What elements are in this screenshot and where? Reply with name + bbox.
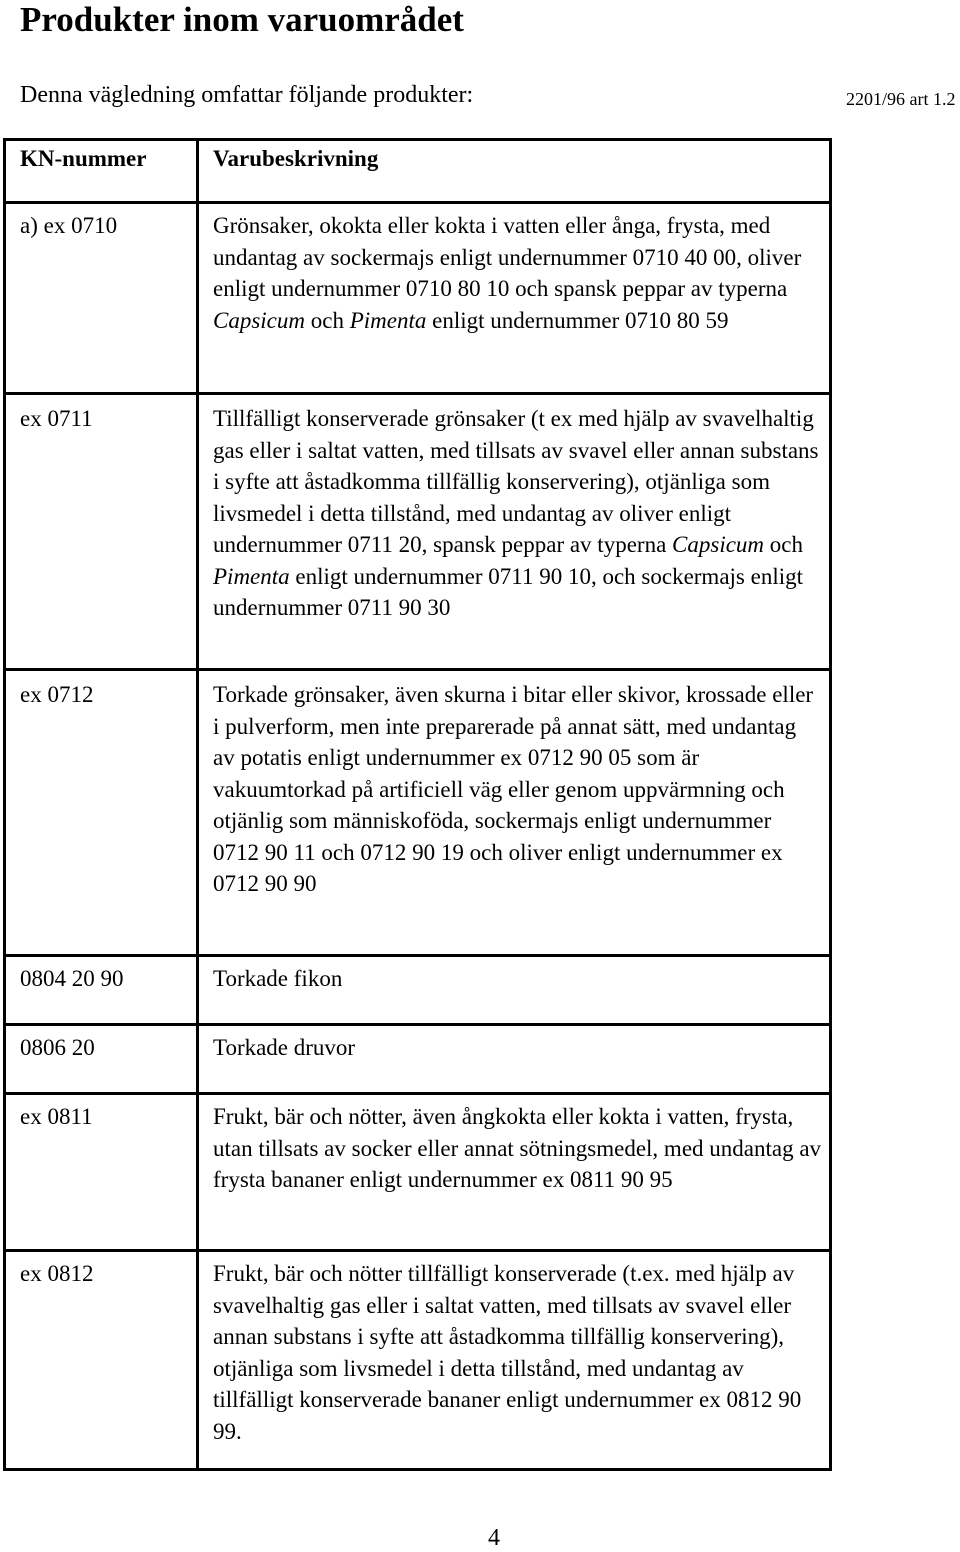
table-row — [5, 1251, 831, 1470]
product-description: Grönsaker, okokta eller kokta i vatten eller ånga, frysta, med undantag av sockermajs enligt undernummer 0710 40 00, oliver enligt undernummer 0710 80 10 och spansk peppar av typerna Capsicum och Pimenta enligt undernummer 0710 80 59 — [198, 203, 831, 394]
product-description: Torkade fikon — [198, 956, 831, 1025]
kn-code: a) ex 0710 — [5, 203, 198, 394]
kn-code: 0806 20 — [5, 1025, 198, 1094]
kn-code: ex 0812 — [5, 1251, 198, 1470]
product-table — [3, 138, 832, 1471]
product-description: Torkade druvor — [198, 1025, 831, 1094]
legal-reference: 2201/96 art 1.2 — [846, 89, 956, 109]
page-number: 4 — [488, 1525, 500, 1551]
kn-code: 0804 20 90 — [5, 956, 198, 1025]
product-description: Tillfälligt konserverade grönsaker (t ex med hjälp av svavelhaltig gas eller i saltat vatten, med tillsats av svavel eller annan substans i syfte att åstadkomma tillfällig konservering), otjänliga som livsmedel i detta tillstånd, med undantag av oliver enligt undernummer 0711 20, spansk peppar av typerna Capsicum och Pimenta enligt undernummer 0711 90 10, och sockermajs enligt undernummer 0711 90 30 — [198, 394, 831, 670]
header-description: Varubeskrivning — [198, 140, 831, 203]
product-description: Torkade grönsaker, även skurna i bitar eller skivor, krossade eller i pulverform, men inte preparerade på annat sätt, med undantag av potatis enligt undernummer ex 0712 90 05 som är vakuumtorkad på artificiell väg eller genom uppvärmning och otjänlig som människoföda, sockermajs enligt undernummer 0712 90 11 och 0712 90 19 och oliver enligt undernummer ex 0712 90 90 — [198, 670, 831, 956]
product-description: Frukt, bär och nötter, även ångkokta eller kokta i vatten, frysta, utan tillsats av socker eller annat sötningsmedel, med undantag av frysta bananer enligt undernummer ex 0811 90 95 — [198, 1094, 831, 1251]
table-row — [5, 203, 831, 394]
kn-code: ex 0712 — [5, 670, 198, 956]
table-row — [5, 1025, 831, 1094]
kn-code: ex 0811 — [5, 1094, 198, 1251]
table-row — [5, 394, 831, 670]
table-row — [5, 670, 831, 956]
product-description: Frukt, bär och nötter tillfälligt konserverade (t.ex. med hjälp av svavelhaltig gas eller i saltat vatten, med tillsats av svavel eller annan substans i syfte att åstadkomma tillfällig konservering), otjänliga som livsmedel i detta tillstånd, med undantag av tillfälligt konserverade bananer enligt undernummer ex 0812 90 99. — [198, 1251, 831, 1470]
header-kn-number: KN-nummer — [5, 140, 198, 203]
intro-text: Denna vägledning omfattar följande produkter: — [20, 82, 474, 108]
page-title: Produkter inom varuområdet — [20, 0, 464, 39]
table-row — [5, 956, 831, 1025]
kn-code: ex 0711 — [5, 394, 198, 670]
table-row — [5, 1094, 831, 1251]
table-header-row — [5, 140, 831, 203]
